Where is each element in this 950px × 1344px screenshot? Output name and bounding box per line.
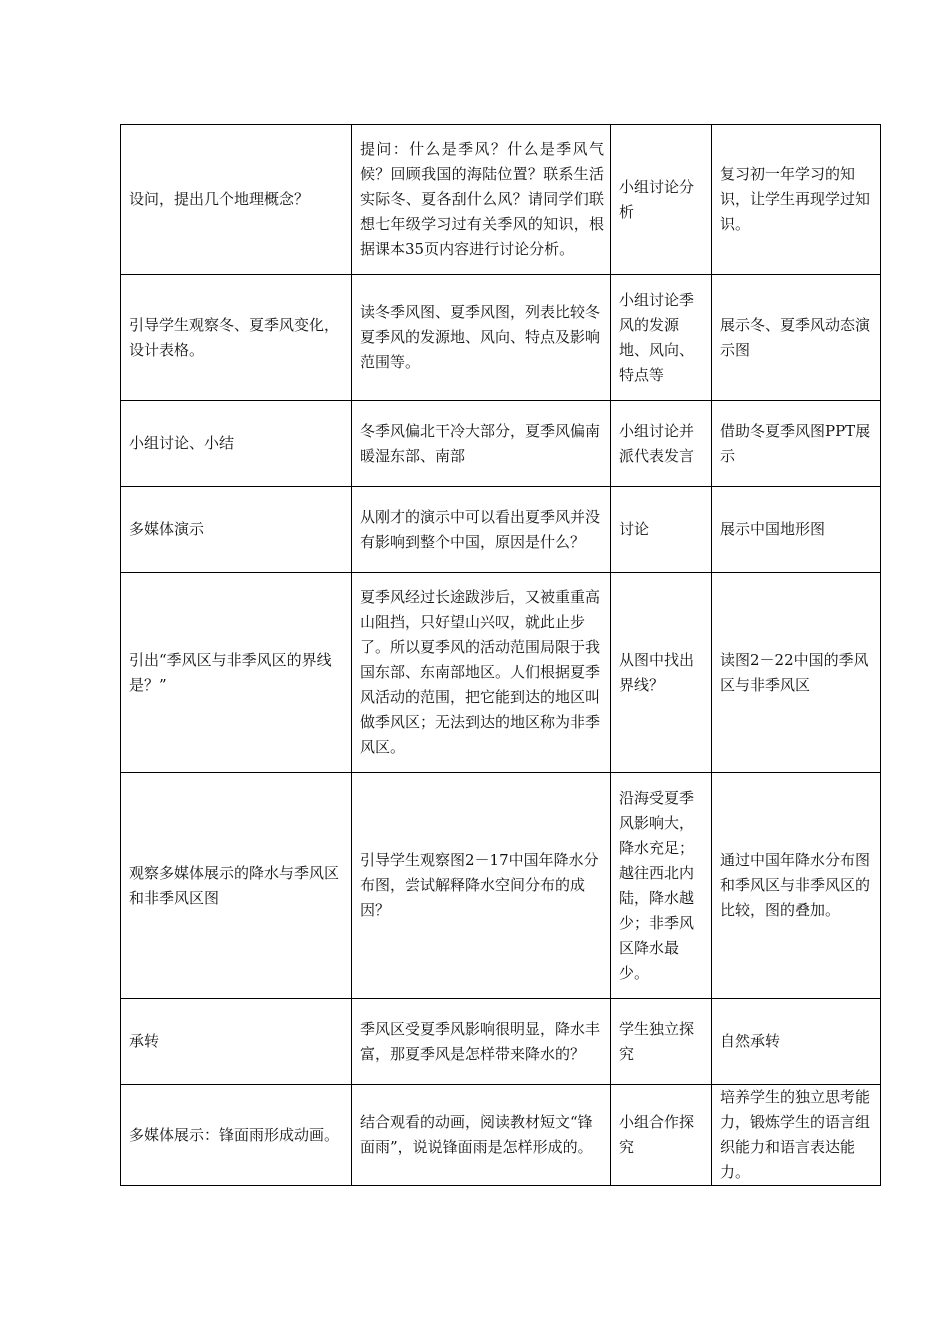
table-row bbox=[121, 275, 881, 401]
content-cell: 冬季风偏北干冷大部分，夏季风偏南暖湿东部、南部 bbox=[352, 401, 611, 487]
design-intent-cell: 借助冬夏季风图PPT展示 bbox=[712, 401, 881, 487]
table-row bbox=[121, 1085, 881, 1186]
table-row bbox=[121, 573, 881, 773]
table-row bbox=[121, 487, 881, 573]
teacher-activity-cell: 小组讨论、小结 bbox=[121, 401, 352, 487]
student-activity-cell: 小组合作探究 bbox=[611, 1085, 712, 1186]
content-cell: 季风区受夏季风影响很明显，降水丰富，那夏季风是怎样带来降水的？ bbox=[352, 999, 611, 1085]
student-activity-cell: 小组讨论季风的发源地、风向、特点等 bbox=[611, 275, 712, 401]
teacher-activity-cell: 承转 bbox=[121, 999, 352, 1085]
teacher-activity-cell: 引出“季风区与非季风区的界线是？” bbox=[121, 573, 352, 773]
teacher-activity-cell: 多媒体演示 bbox=[121, 487, 352, 573]
student-activity-cell: 小组讨论分析 bbox=[611, 125, 712, 275]
table-row bbox=[121, 401, 881, 487]
design-intent-cell: 展示中国地形图 bbox=[712, 487, 881, 573]
content-cell: 引导学生观察图2－17中国年降水分布图，尝试解释降水空间分布的成因？ bbox=[352, 773, 611, 999]
content-cell: 提问：什么是季风？什么是季风气候？回顾我国的海陆位置？联系生活实际冬、夏各刮什么风？请同学们联想七年级学习过有关季风的知识，根据课本35页内容进行讨论分析。 bbox=[352, 125, 611, 275]
student-activity-cell: 讨论 bbox=[611, 487, 712, 573]
design-intent-cell: 复习初一年学习的知识，让学生再现学过知识。 bbox=[712, 125, 881, 275]
table-row bbox=[121, 773, 881, 999]
design-intent-cell: 自然承转 bbox=[712, 999, 881, 1085]
design-intent-cell: 通过中国年降水分布图和季风区与非季风区的比较，图的叠加。 bbox=[712, 773, 881, 999]
student-activity-cell: 沿海受夏季风影响大，降水充足；越往西北内陆，降水越少；非季风区降水最少。 bbox=[611, 773, 712, 999]
table-row bbox=[121, 125, 881, 275]
content-cell: 结合观看的动画，阅读教材短文“锋面雨”，说说锋面雨是怎样形成的。 bbox=[352, 1085, 611, 1186]
design-intent-cell: 展示冬、夏季风动态演示图 bbox=[712, 275, 881, 401]
student-activity-cell: 小组讨论并派代表发言 bbox=[611, 401, 712, 487]
teacher-activity-cell: 引导学生观察冬、夏季风变化，设计表格。 bbox=[121, 275, 352, 401]
teacher-activity-cell: 多媒体展示：锋面雨形成动画。 bbox=[121, 1085, 352, 1186]
lesson-plan-table bbox=[120, 124, 881, 1186]
content-cell: 夏季风经过长途跋涉后，又被重重高山阻挡，只好望山兴叹，就此止步了。所以夏季风的活动范围局限于我国东部、东南部地区。人们根据夏季风活动的范围，把它能到达的地区叫做季风区；无法到达的地区称为非季风区。 bbox=[352, 573, 611, 773]
design-intent-cell: 读图2－22中国的季风区与非季风区 bbox=[712, 573, 881, 773]
student-activity-cell: 从图中找出界线？ bbox=[611, 573, 712, 773]
content-cell: 读冬季风图、夏季风图，列表比较冬夏季风的发源地、风向、特点及影响范围等。 bbox=[352, 275, 611, 401]
student-activity-cell: 学生独立探究 bbox=[611, 999, 712, 1085]
content-cell: 从刚才的演示中可以看出夏季风并没有影响到整个中国，原因是什么？ bbox=[352, 487, 611, 573]
table-row bbox=[121, 999, 881, 1085]
teacher-activity-cell: 设问，提出几个地理概念？ bbox=[121, 125, 352, 275]
teacher-activity-cell: 观察多媒体展示的降水与季风区和非季风区图 bbox=[121, 773, 352, 999]
design-intent-cell: 培养学生的独立思考能力，锻炼学生的语言组织能力和语言表达能力。 bbox=[712, 1085, 881, 1186]
